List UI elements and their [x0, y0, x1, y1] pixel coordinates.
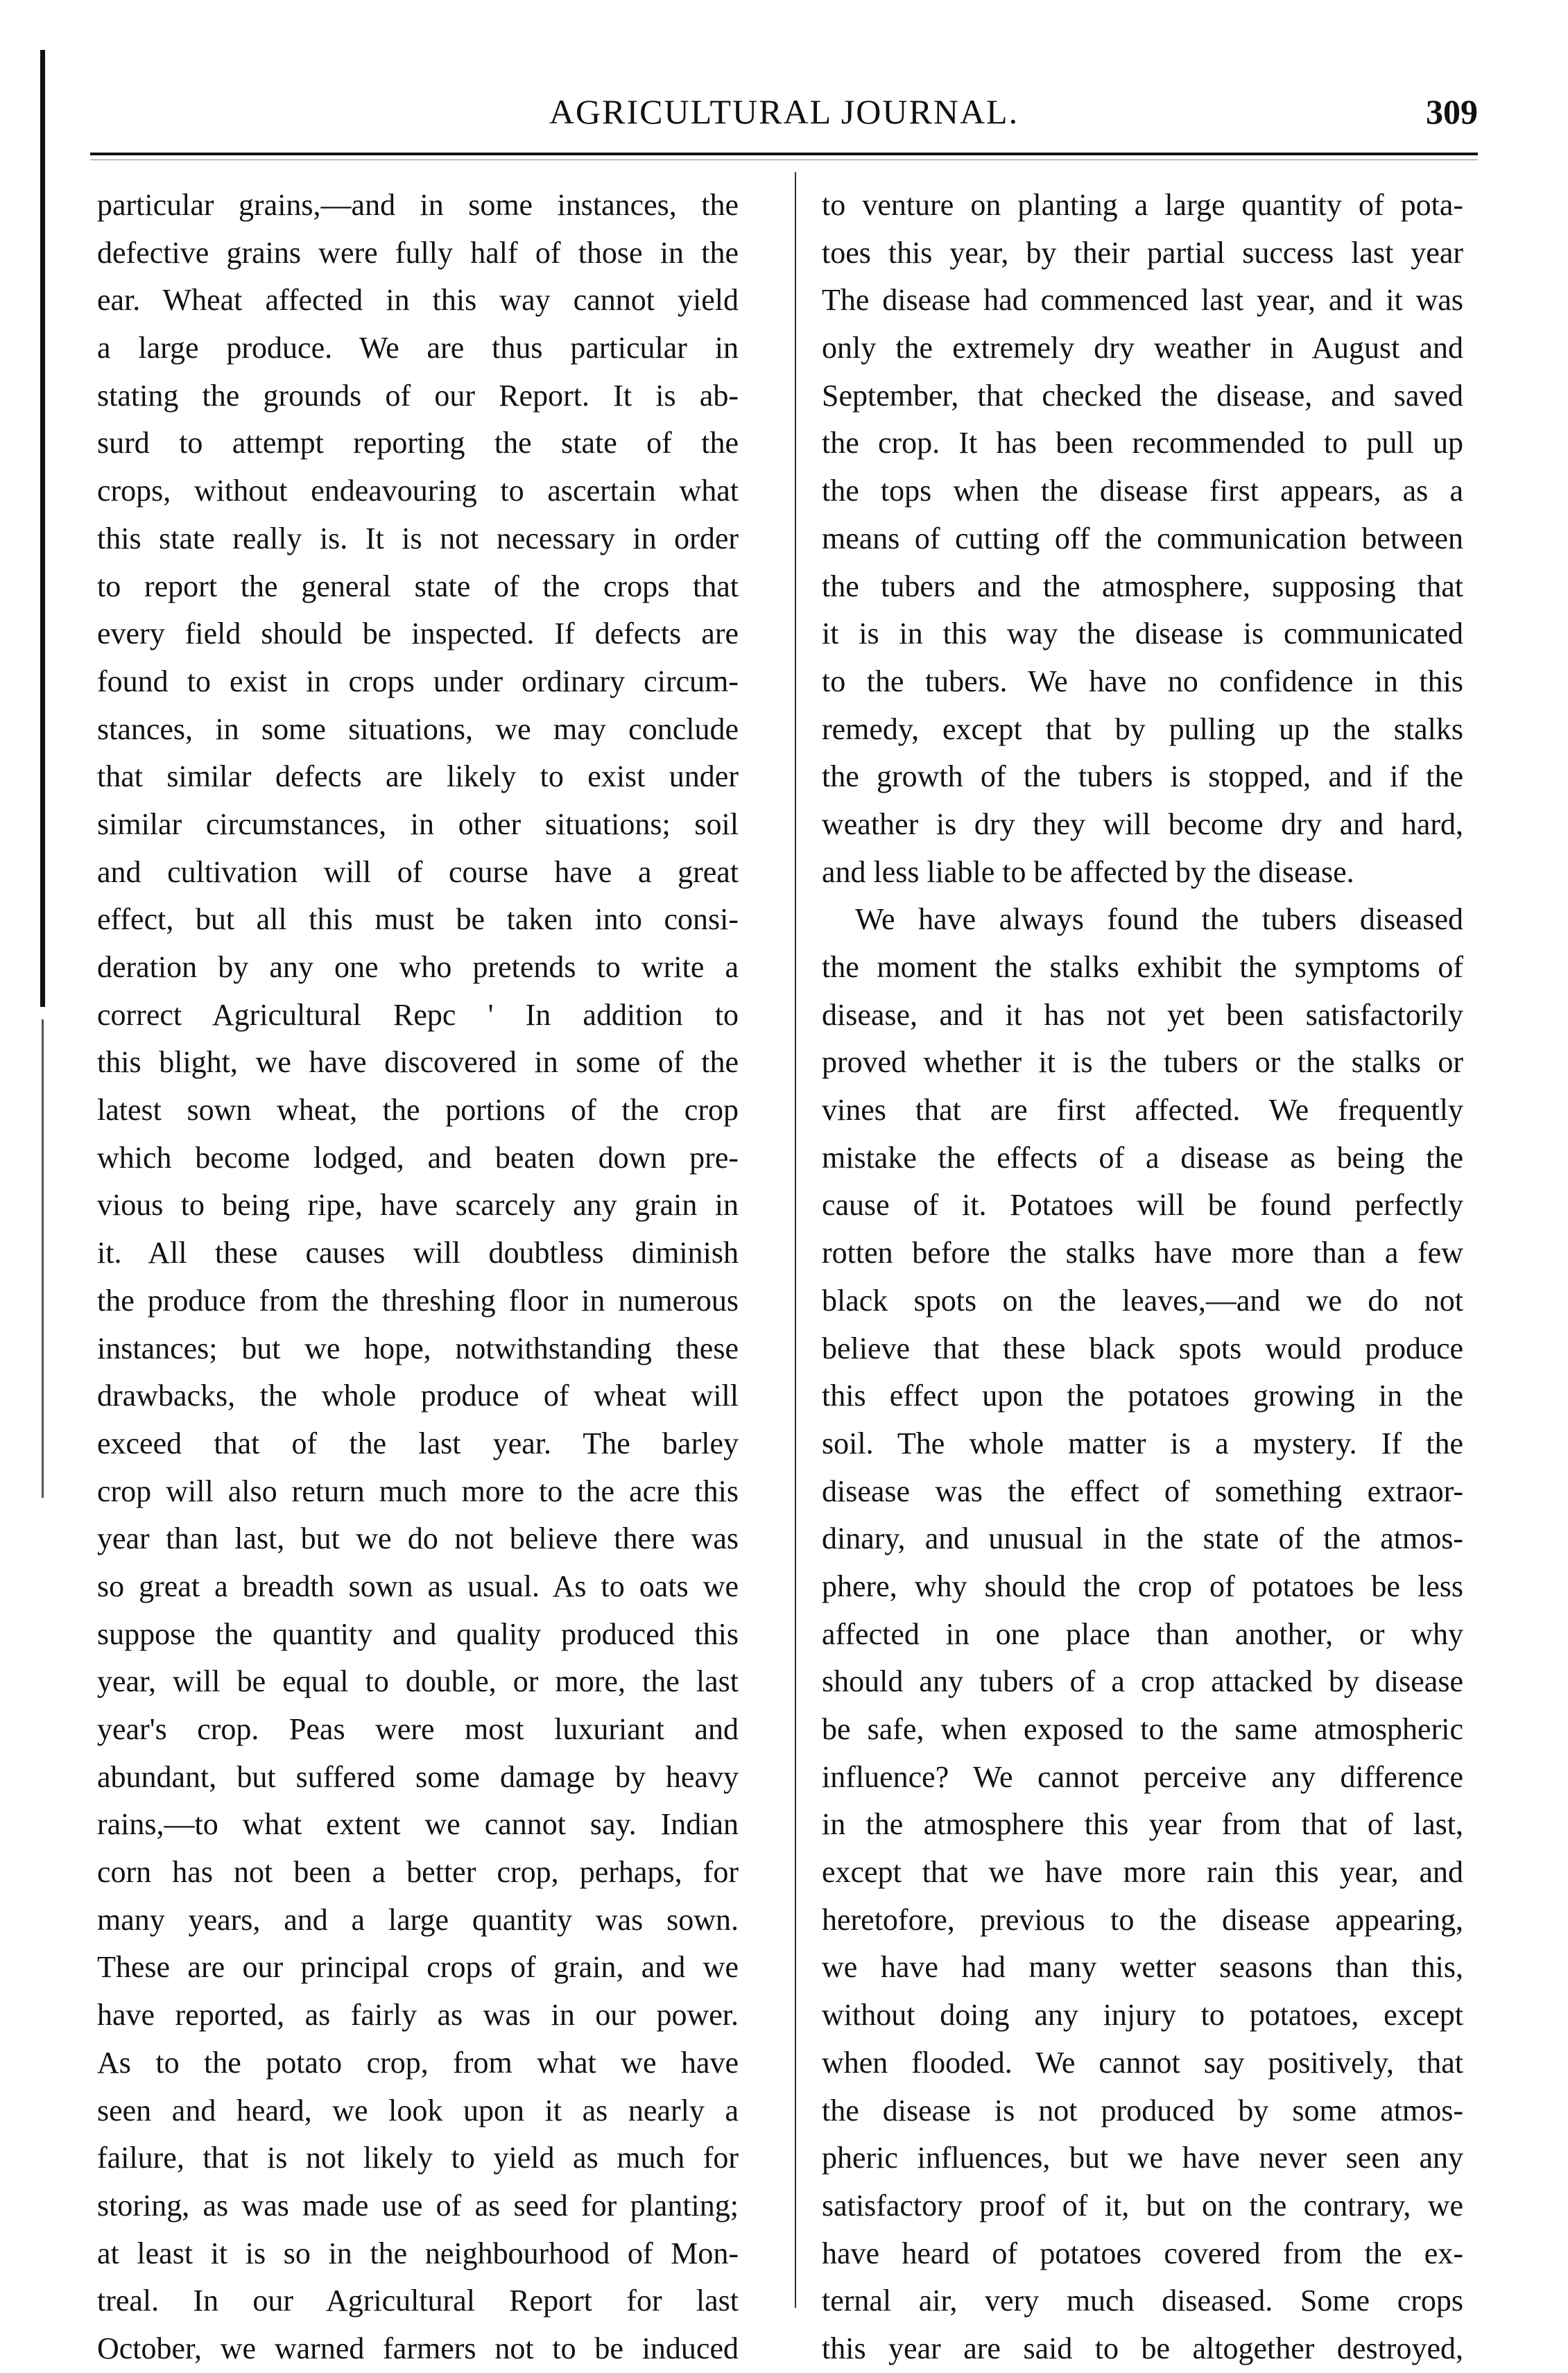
text-line: to report the general state of the crops that: [97, 569, 739, 603]
text-line: We have always found the tubers diseased: [855, 902, 1463, 937]
text-line: deration by any one who pretends to write a: [97, 950, 739, 984]
text-line: heretofore, previous to the disease appearing,: [822, 1902, 1463, 1937]
header-rule-thin: [90, 159, 1478, 160]
text-line: have heard of potatoes covered from the ex-: [822, 2236, 1463, 2270]
running-title: AGRICULTURAL JOURNAL.: [549, 92, 1019, 131]
text-line: only the extremely dry weather in August and: [822, 331, 1463, 365]
text-line: vines that are first affected. We frequently: [822, 1093, 1463, 1128]
text-line: phere, why should the crop of potatoes be less: [822, 1569, 1463, 1603]
right-column: [822, 182, 1463, 2373]
text-line: drawbacks, the whole produce of wheat will: [97, 1379, 739, 1413]
text-line: failure, that is not likely to yield as much for: [97, 2141, 739, 2175]
text-line: ternal air, very much diseased. Some crops: [822, 2284, 1463, 2318]
text-line: when flooded. We cannot say positively, that: [822, 2045, 1463, 2080]
text-line: the tubers and the atmosphere, supposing that: [822, 569, 1463, 603]
text-line: without doing any injury to potatoes, except: [822, 1998, 1463, 2033]
text-line: proved whether it is the tubers or the stalks or: [822, 1045, 1463, 1080]
text-line: influence? We cannot perceive any difference: [822, 1759, 1463, 1794]
text-line: ear. Wheat affected in this way cannot yield: [97, 283, 739, 318]
margin-rule-lower: [42, 1019, 44, 1498]
text-line: the disease is not produced by some atmos-: [822, 2093, 1463, 2128]
text-line: satisfactory proof of it, but on the contrary, we: [822, 2188, 1463, 2223]
text-line: These are our principal crops of grain, and we: [97, 1950, 739, 1985]
text-line: seen and heard, we look upon it as nearly a: [97, 2093, 739, 2128]
text-line: correct Agricultural Repc ' In addition to: [97, 997, 739, 1032]
text-line: pheric influences, but we have never seen any: [822, 2141, 1463, 2175]
text-line: As to the potato crop, from what we have: [97, 2045, 739, 2080]
margin-rule: [40, 50, 45, 1007]
text-line: this effect upon the potatoes growing in the: [822, 1379, 1463, 1413]
text-line: that similar defects are likely to exist under: [97, 759, 739, 794]
text-line: vious to being ripe, have scarcely any grain in: [97, 1188, 739, 1223]
text-line: abundant, but suffered some damage by heavy: [97, 1759, 739, 1794]
text-line: this state really is. It is not necessary in order: [97, 521, 739, 555]
page-number: 309: [1426, 92, 1478, 131]
left-column: [97, 182, 739, 2373]
text-line: surd to attempt reporting the state of the: [97, 426, 739, 460]
text-line: latest sown wheat, the portions of the crop: [97, 1093, 739, 1128]
text-line: which become lodged, and beaten down pre-: [97, 1140, 739, 1175]
text-line: it. All these causes will doubtless diminish: [97, 1236, 739, 1270]
text-line: stances, in some situations, we may conclude: [97, 711, 739, 746]
text-line: October, we warned farmers not to be induced: [97, 2331, 739, 2365]
page-header: [90, 92, 1478, 140]
text-line: the crop. It has been recommended to pull up: [822, 426, 1463, 460]
text-line: The disease had commenced last year, and it was: [822, 283, 1463, 318]
text-line: black spots on the leaves,—and we do not: [822, 1283, 1463, 1318]
text-line: and cultivation will of course have a great: [97, 854, 739, 889]
text-line: in the atmosphere this year from that of last,: [822, 1807, 1463, 1842]
text-line: instances; but we hope, notwithstanding these: [97, 1331, 739, 1365]
text-line: crop will also return much more to the acre this: [97, 1474, 739, 1508]
text-line: year's crop. Peas were most luxuriant and: [97, 1712, 739, 1746]
text-line: disease, and it has not yet been satisfactorily: [822, 997, 1463, 1032]
text-line: the growth of the tubers is stopped, and if the: [822, 759, 1463, 794]
text-line: exceed that of the last year. The barley: [97, 1426, 739, 1460]
text-line: to the tubers. We have no confidence in this: [822, 664, 1463, 698]
text-line: rotten before the stalks have more than a few: [822, 1236, 1463, 1270]
column-divider: [795, 172, 796, 2308]
text-line: this year are said to be altogether destroyed,: [822, 2331, 1463, 2365]
text-line: the produce from the threshing floor in numerous: [97, 1283, 739, 1318]
text-line: rains,—to what extent we cannot say. Indian: [97, 1807, 739, 1842]
text-line: except that we have more rain this year, and: [822, 1855, 1463, 1890]
text-line: the moment the stalks exhibit the symptoms of: [822, 950, 1463, 984]
text-line: storing, as was made use of as seed for planting;: [97, 2188, 739, 2223]
text-line: disease was the effect of something extraor-: [822, 1474, 1463, 1508]
text-line: affected in one place than another, or why: [822, 1616, 1463, 1651]
text-line: weather is dry they will become dry and hard,: [822, 806, 1463, 841]
text-line: September, that checked the disease, and saved: [822, 378, 1463, 413]
text-line: dinary, and unusual in the state of the atmos-: [822, 1521, 1463, 1556]
header-rule: [90, 153, 1478, 155]
text-line: this blight, we have discovered in some of the: [97, 1045, 739, 1080]
text-line: it is in this way the disease is communicated: [822, 616, 1463, 651]
text-line: defective grains were fully half of those in the: [97, 235, 739, 270]
text-line: found to exist in crops under ordinary circum-: [97, 664, 739, 698]
text-line: crops, without endeavouring to ascertain what: [97, 474, 739, 508]
text-line: means of cutting off the communication between: [822, 521, 1463, 555]
text-line: remedy, except that by pulling up the stalks: [822, 711, 1463, 746]
text-line: so great a breadth sown as usual. As to oats we: [97, 1569, 739, 1603]
text-line: many years, and a large quantity was sown.: [97, 1902, 739, 1937]
text-line: corn has not been a better crop, perhaps, for: [97, 1855, 739, 1890]
text-line: particular grains,—and in some instances, the: [97, 188, 739, 222]
text-line: year, will be equal to double, or more, the last: [97, 1664, 739, 1699]
text-line: be safe, when exposed to the same atmospheric: [822, 1712, 1463, 1746]
text-line: should any tubers of a crop attacked by disease: [822, 1664, 1463, 1699]
text-line: suppose the quantity and quality produced this: [97, 1616, 739, 1651]
text-line: stating the grounds of our Report. It is ab-: [97, 378, 739, 413]
text-line: year than last, but we do not believe there was: [97, 1521, 739, 1556]
text-line: we have had many wetter seasons than this,: [822, 1950, 1463, 1985]
text-line: and less liable to be affected by the disease.: [822, 854, 1354, 889]
text-line: to venture on planting a large quantity of pota-: [822, 188, 1463, 222]
text-line: effect, but all this must be taken into consi-: [97, 902, 739, 937]
text-line: every field should be inspected. If defects are: [97, 616, 739, 651]
text-line: the tops when the disease first appears, as a: [822, 474, 1463, 508]
text-line: at least it is so in the neighbourhood of Mon-: [97, 2236, 739, 2270]
text-line: believe that these black spots would produce: [822, 1331, 1463, 1365]
text-line: treal. In our Agricultural Report for last: [97, 2284, 739, 2318]
text-line: mistake the effects of a disease as being the: [822, 1140, 1463, 1175]
text-line: similar circumstances, in other situations; soil: [97, 806, 739, 841]
text-line: have reported, as fairly as was in our power.: [97, 1998, 739, 2033]
text-line: a large produce. We are thus particular in: [97, 331, 739, 365]
text-line: cause of it. Potatoes will be found perfectly: [822, 1188, 1463, 1223]
text-line: toes this year, by their partial success last year: [822, 235, 1463, 270]
text-line: soil. The whole matter is a mystery. If the: [822, 1426, 1463, 1460]
